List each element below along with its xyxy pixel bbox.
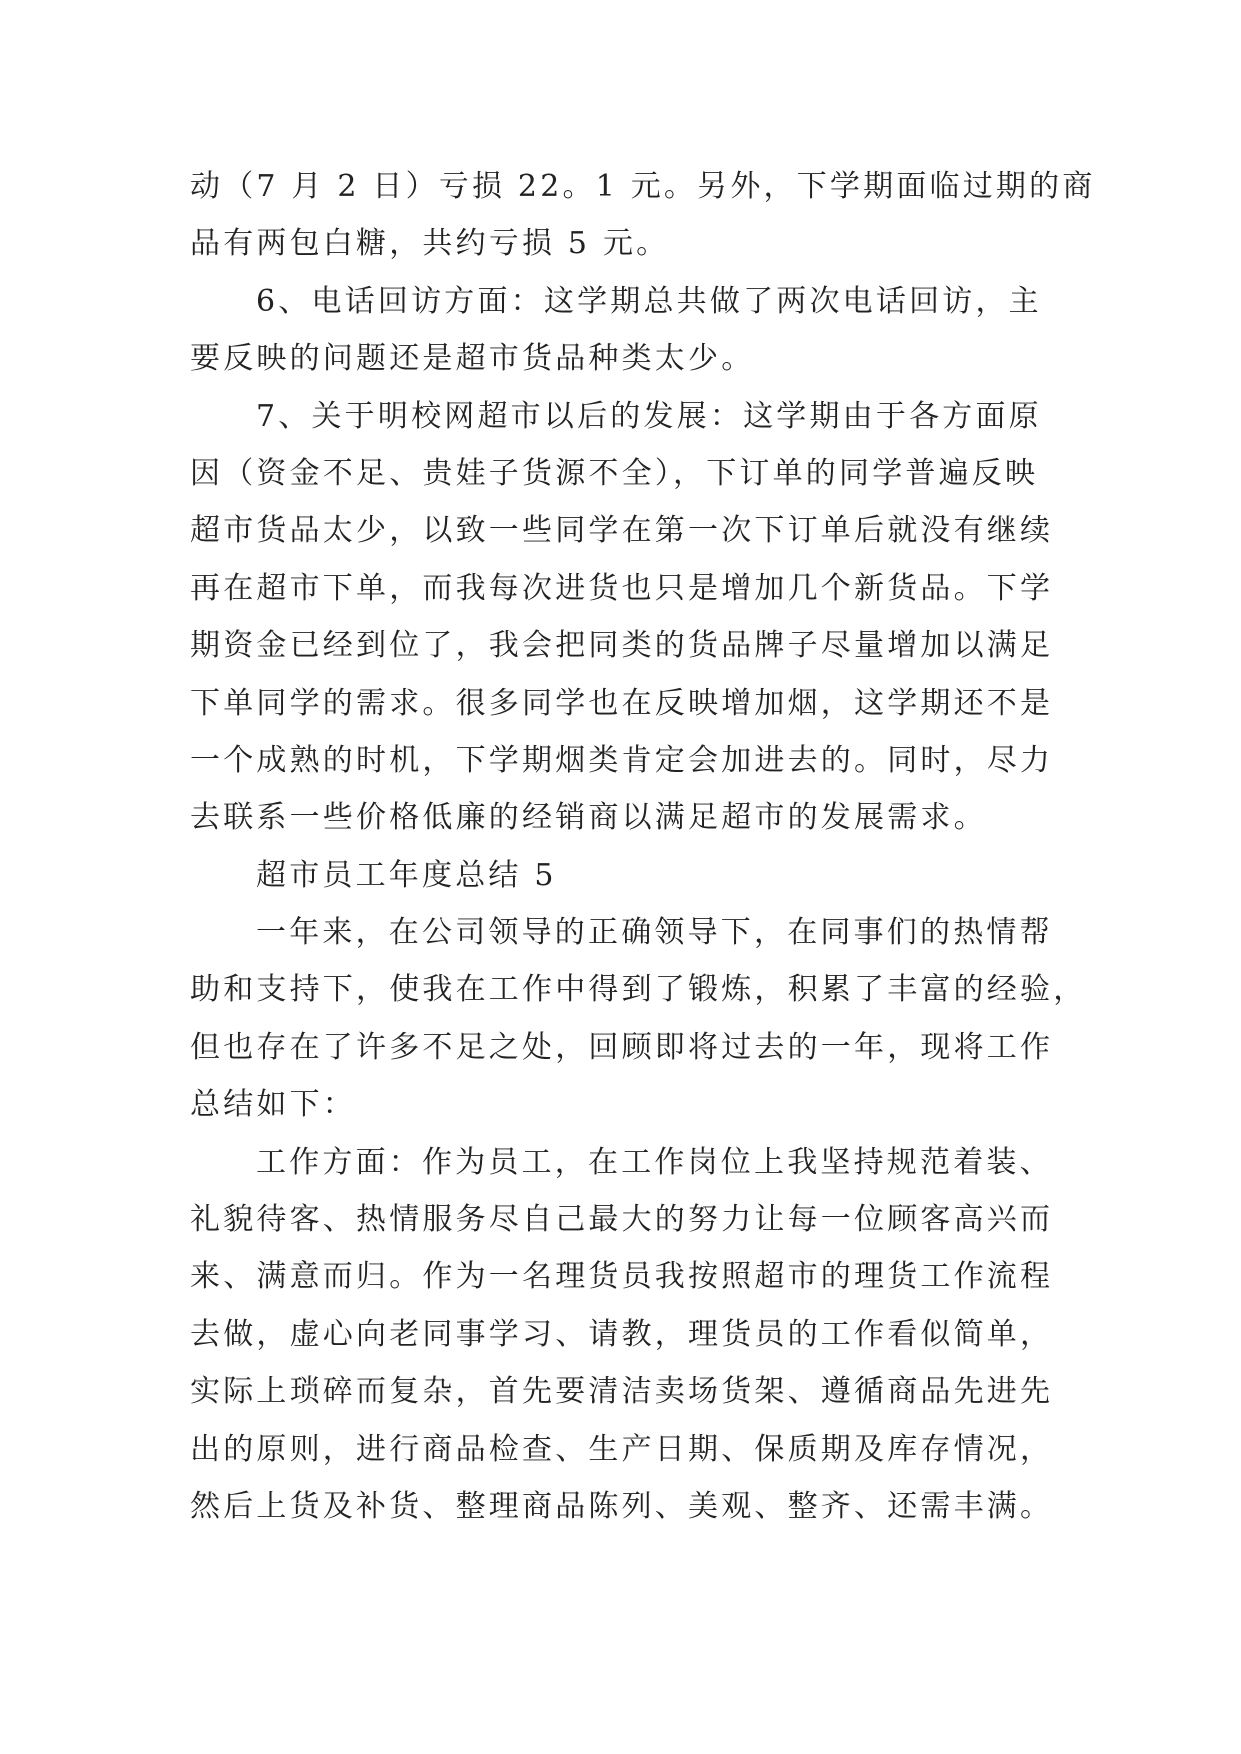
text-line: 去做，虚心向老同事学习、请教，理货员的工作看似简单，: [190, 1316, 1054, 1352]
text-line: 去联系一些价格低廉的经销商以满足超市的发展需求。: [190, 800, 987, 836]
text-line: 再在超市下单，而我每次进货也只是增加几个新货品。下学: [190, 570, 1054, 606]
text-line: 品有两包白糖，共约亏损 5 元。: [190, 226, 670, 262]
text-line: 礼貌待客、热情服务尽自己最大的努力让每一位顾客高兴而: [190, 1202, 1054, 1238]
section-heading: 超市员工年度总结 5: [256, 857, 557, 893]
text-line: 出的原则，进行商品检查、生产日期、保质期及库存情况，: [190, 1431, 1054, 1467]
text-line: 超市货品太少，以致一些同学在第一次下订单后就没有继续: [190, 513, 1054, 549]
text-line: 一个成熟的时机，下学期烟类肯定会加进去的。同时，尽力: [190, 742, 1054, 778]
text-line: 工作方面：作为员工，在工作岗位上我坚持规范着装、: [256, 1144, 1053, 1180]
text-line: 7、关于明校网超市以后的发展：这学期由于各方面原: [256, 398, 1042, 434]
text-line: 但也存在了许多不足之处，回顾即将过去的一年，现将工作: [190, 1029, 1054, 1065]
text-line: 总结如下：: [190, 1087, 356, 1123]
text-line: 要反映的问题还是超市货品种类太少。: [190, 341, 755, 377]
text-line: 一年来，在公司领导的正确领导下，在同事们的热情帮: [256, 915, 1053, 951]
text-line: 实际上琐碎而复杂，首先要清洁卖场货架、遵循商品先进先: [190, 1374, 1054, 1410]
text-line: 然后上货及补货、整理商品陈列、美观、整齐、还需丰满。: [190, 1488, 1054, 1524]
text-line: 来、满意而归。作为一名理货员我按照超市的理货工作流程: [190, 1259, 1054, 1295]
text-line: 下单同学的需求。很多同学也在反映增加烟，这学期还不是: [190, 685, 1054, 721]
document-body: [190, 158, 1096, 1535]
text-line: 6、电话回访方面：这学期总共做了两次电话回访，主: [256, 283, 1042, 319]
text-line: 期资金已经到位了，我会把同类的货品牌子尽量增加以满足: [190, 628, 1054, 664]
text-line: 动（7 月 2 日）亏损 22。1 元。另外，下学期面临过期的商: [190, 169, 1096, 204]
text-line: 因（资金不足、贵娃子货源不全），下订单的同学普遍反映: [190, 455, 1039, 491]
text-line: 助和支持下，使我在工作中得到了锻炼，积累了丰富的经验，: [190, 972, 1087, 1008]
